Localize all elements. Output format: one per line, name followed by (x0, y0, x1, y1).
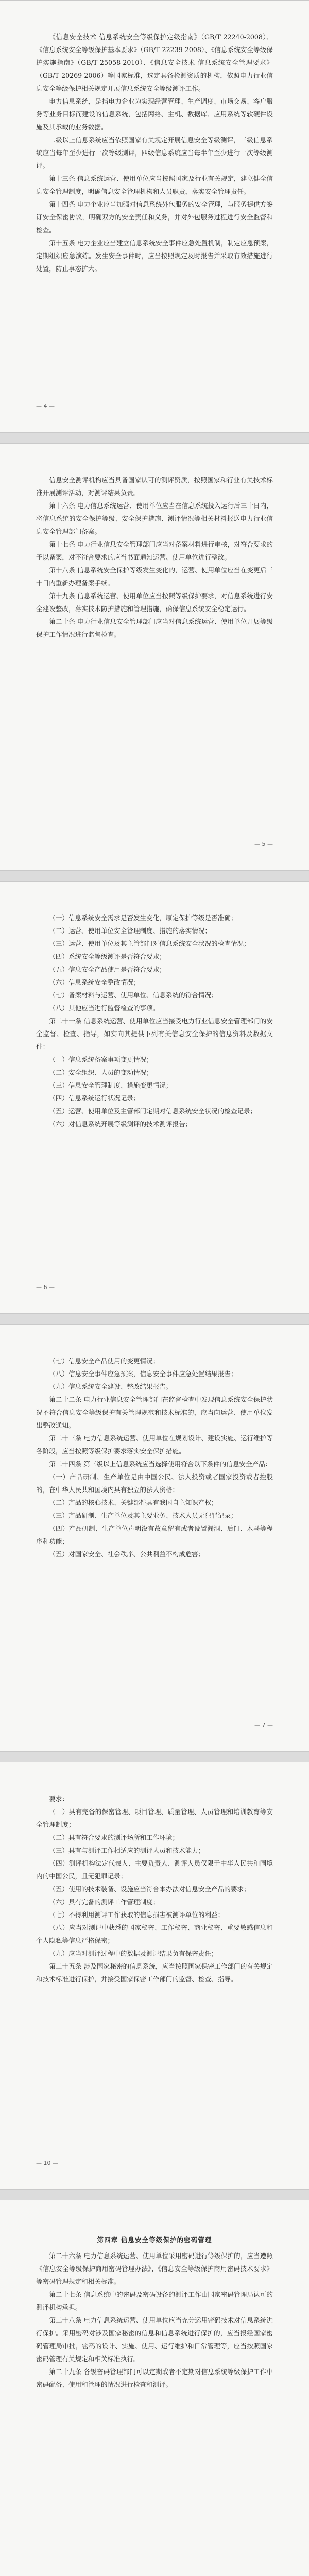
paragraph: （三）具有与测评工作相适应的测评人员和技术能力； (49, 1846, 205, 1854)
paragraph: 第二十四条 第三级以上信息系统应当选择使用符合以下条件的信息安全产品： (49, 1460, 272, 1468)
paragraph: （一）具有完备的保密管理、项目管理、质量管理、人员管理和培训教育等安全管理制度； (36, 1808, 273, 1828)
paragraph: （六）具有完备的测评工作管理制度； (49, 1898, 160, 1906)
paragraph: （七）备案材料与运营、使用单位、信息系统的符合情况； (49, 991, 218, 999)
paragraph: （五）运营、使用单位及主管部门定期对信息系统安全状况的检查记录； (49, 1107, 257, 1115)
paragraph: 第十八条 信息系统安全保护等级发生变化的，运营、使用单位应当在变更后三十日内重新办理备案手续。 (36, 566, 273, 587)
paragraph: 信息安全测评机构应当具备国家认可的测评资质，按照国家和行业有关技术标准开展测评活动，对测评结果负责。 (36, 476, 273, 497)
paragraph: 第二十五条 涉及国家秘密的信息系统，应当按照国家保密工作部门的有关规定和技术标准进行保护，并接受国家保密工作部门的监督、检查、指导。 (36, 1962, 273, 1983)
paragraph: （六）信息系统安全整改情况； (49, 978, 140, 986)
document-page (0, 1324, 309, 1752)
paragraph: 第二十八条 电力信息系统运营、使用单位应当充分运用密码技术对信息系统进行保护。采用密码对涉及国家秘密的信息和信息系统进行保护的，应当报经国家密码管理局审批，密码的设计、实施、使用、运行维护和日常管理等，应当按照国家密码管理有关规定和相关标准执行。 (36, 2316, 273, 2363)
document-page (0, 2200, 309, 2576)
paragraph: （五）信息安全产品使用是否符合要求； (49, 965, 166, 973)
document-page (0, 881, 309, 1314)
page-number: — 7 — (254, 1722, 273, 1728)
paragraph: 第二十条 电力行业信息安全管理部门应当对信息系统运营、使用单位开展等级保护工作情况进行监督检查。 (36, 618, 273, 638)
paragraph: 第十五条 电力企业应当建立信息系统安全事件应急处置机制，制定应急预案，定期组织应急演练。发生安全事件时，应当按照规定及时报告并采取有效措施进行处置，防止事态扩大。 (36, 239, 273, 273)
paragraph: （四）测评机构法定代表人、主要负责人、测评人员仅限于中华人民共和国境内的中国公民，且无犯罪记录； (36, 1859, 273, 1880)
paragraph: 《信息安全技术 信息系统安全等级保护定级指南》（GB/T 22240-2008）、《信息系统安全等级保护基本要求》（GB/T 22239-2008）、《信息系统安全等级保护实施指南》（GB/T 25058-2010）、《信息安全技术 信息系统安全管理要求》（GB/T 20269-2006）等国家标准，选定具备检测资质的机构，依照电力行业信息安全等级保护相关规定开展信息系统安全等级测评工作。 (36, 33, 273, 92)
paragraph: 第十九条 信息系统运营、使用单位应当按照等级保护要求，对信息系统进行安全建设整改，落实技术防护措施和管理措施，确保信息系统安全稳定运行。 (36, 592, 273, 613)
paragraph: 二级以上信息系统应当依照国家有关规定开展信息安全等级测评，三级信息系统应当每年至少进行一次等级测评，四级信息系统应当每半年至少进行一次等级测评。 (36, 136, 273, 170)
page-body (36, 1792, 273, 1986)
paragraph: （三）运营、使用单位及其主管部门对信息系统安全状况的检查情况； (49, 940, 250, 947)
paragraph: 第十六条 电力信息系统运营、使用单位应当在信息系统投入运行后三十日内，将信息系统的安全保护等级、安全保护措施、测评情况等相关材料报送电力行业信息安全管理部门备案。 (36, 502, 273, 535)
paragraph: 第二十七条 信息系统中的密码及密码设备的测评工作由国家密码管理局认可的测评机构承担。 (36, 2291, 273, 2311)
paragraph: 第二十二条 电力行业信息安全管理部门在监督检查中发现信息系统安全保护状况不符合信息安全等级保护有关管理规范和技术标准的，应当向运营、使用单位发出整改通知。 (36, 1396, 273, 1429)
paragraph: （四）系统安全等级测评是否符合要求； (49, 953, 166, 960)
paragraph: 第二十一条 信息系统运营、使用单位应当接受电力行业信息安全管理部门的安全监督、检查、指导，如实向其提供下列有关信息安全保护的信息资料及数据文件： (36, 1017, 273, 1050)
paragraph: 第二十九条 各级密码管理部门可以定期或者不定期对信息系统等级保护工作中密码配备、使用和管理的情况进行检查和测评。 (36, 2368, 273, 2388)
document-page (0, 1762, 309, 2190)
paragraph: （七）不得利用测评工作获取的信息损害被测评单位的利益； (49, 1911, 225, 1919)
paragraph: 第十三条 信息系统运营、使用单位应当按照国家及行业有关规定，建立健全信息安全管理制度，明确信息安全管理机构和人员职责，落实安全管理责任。 (36, 175, 273, 195)
paragraph: （九）信息系统安全建设、整改结果报告。 (49, 1383, 173, 1391)
document-page (0, 0, 309, 433)
page-body (36, 1354, 273, 1561)
page-number: — 4 — (36, 403, 55, 410)
paragraph: 第二十三条 电力信息系统运营、使用单位在规划设计、建设实施、运行维护等各阶段，应当按照等级保护要求落实安全保护措施。 (36, 1434, 273, 1455)
paragraph: （一）信息系统备案事项变更情况； (49, 1056, 153, 1063)
paragraph: （八）应当对测评中获悉的国家秘密、工作秘密、商业秘密、重要敏感信息和个人隐私等信息严格保密； (36, 1924, 273, 1944)
paragraph: 第十七条 电力行业信息安全管理部门应当对备案材料进行审核，对符合要求的予以备案，对不符合要求的应当书面通知运营、使用单位进行整改。 (36, 540, 273, 561)
paragraph: 第二十六条 电力信息系统运营、使用单位采用密码进行等级保护的，应当遵照《信息安全等级保护商用密码管理办法》、《信息安全等级保护商用密码技术要求》等密码管理规定和相关标准。 (36, 2252, 273, 2285)
paragraph: （九）应当对测评过程中的数据及测评结果负有保密责任； (49, 1950, 218, 1957)
page-body (36, 473, 273, 641)
paragraph: （五）对国家安全、社会秩序、公共利益不构成危害； (49, 1550, 205, 1558)
page-number: — 10 — (36, 2160, 58, 2166)
paragraph: （二）运营、使用单位安全管理制度、措施的落实情况； (49, 927, 212, 935)
paragraph: （四）信息系统运行状况记录； (49, 1094, 140, 1102)
paragraph: 第十四条 电力企业应当加强对信息系统外包服务的安全管理，与服务提供方签订安全保密协议，明确双方的安全责任和义务，并对外包服务过程进行安全监督和检查。 (36, 200, 273, 234)
paragraph: （三）信息安全管理制度、措施变更情况； (49, 1081, 173, 1089)
page-body (36, 911, 273, 1130)
page-body (36, 2230, 273, 2391)
paragraph: （三）产品研制、生产单位及其主要业务、技术人员无犯罪记录； (49, 1512, 237, 1519)
paragraph: （一）产品研制、生产单位是由中国公民、法人投资或者国家投资或者控股的，在中华人民共和国境内具有独立的法人资格； (36, 1473, 273, 1494)
paragraph: 要求： (49, 1795, 68, 1803)
paragraph: （六）对信息系统开展等级测评的技术测评报告； (49, 1120, 192, 1128)
page-number: — 6 — (36, 1284, 55, 1291)
paragraph: （八）其他应当进行监督检查的事项。 (49, 1004, 160, 1012)
paragraph: （二）产品的核心技术、关键部件具有我国自主知识产权； (49, 1499, 218, 1506)
paragraph: 电力信息系统，是指电力企业为实现经营管理、生产调度、市场交易、客户服务等业务目标而建设的信息系统，包括网络、主机、数据库、应用系统等软硬件设施及其承载的业务数据。 (36, 97, 273, 131)
chapter-heading: 第四章 信息安全等级保护的密码管理 (97, 2236, 212, 2244)
paragraph: （五）使用的技术装备、设施应当符合本办法对信息安全产品的要求； (49, 1885, 250, 1893)
page-number: — 5 — (254, 841, 273, 848)
paragraph: （八）信息安全事件应急预案，信息安全事件应急处置结果报告； (49, 1370, 237, 1378)
document-page (0, 443, 309, 871)
paragraph: （四）产品研制、生产单位声明没有故意留有或者设置漏洞、后门、木马等程序和功能； (36, 1524, 273, 1545)
paragraph: （二）具有符合要求的测评场所和工作环境； (49, 1834, 179, 1841)
paragraph: （七）信息安全产品使用的变更情况； (49, 1357, 160, 1365)
page-body (36, 30, 273, 275)
paragraph: （二）安全组织、人员的变动情况； (49, 1069, 153, 1076)
paragraph: （一）信息系统安全需求是否发生变化，原定保护等级是否准确； (49, 914, 237, 922)
